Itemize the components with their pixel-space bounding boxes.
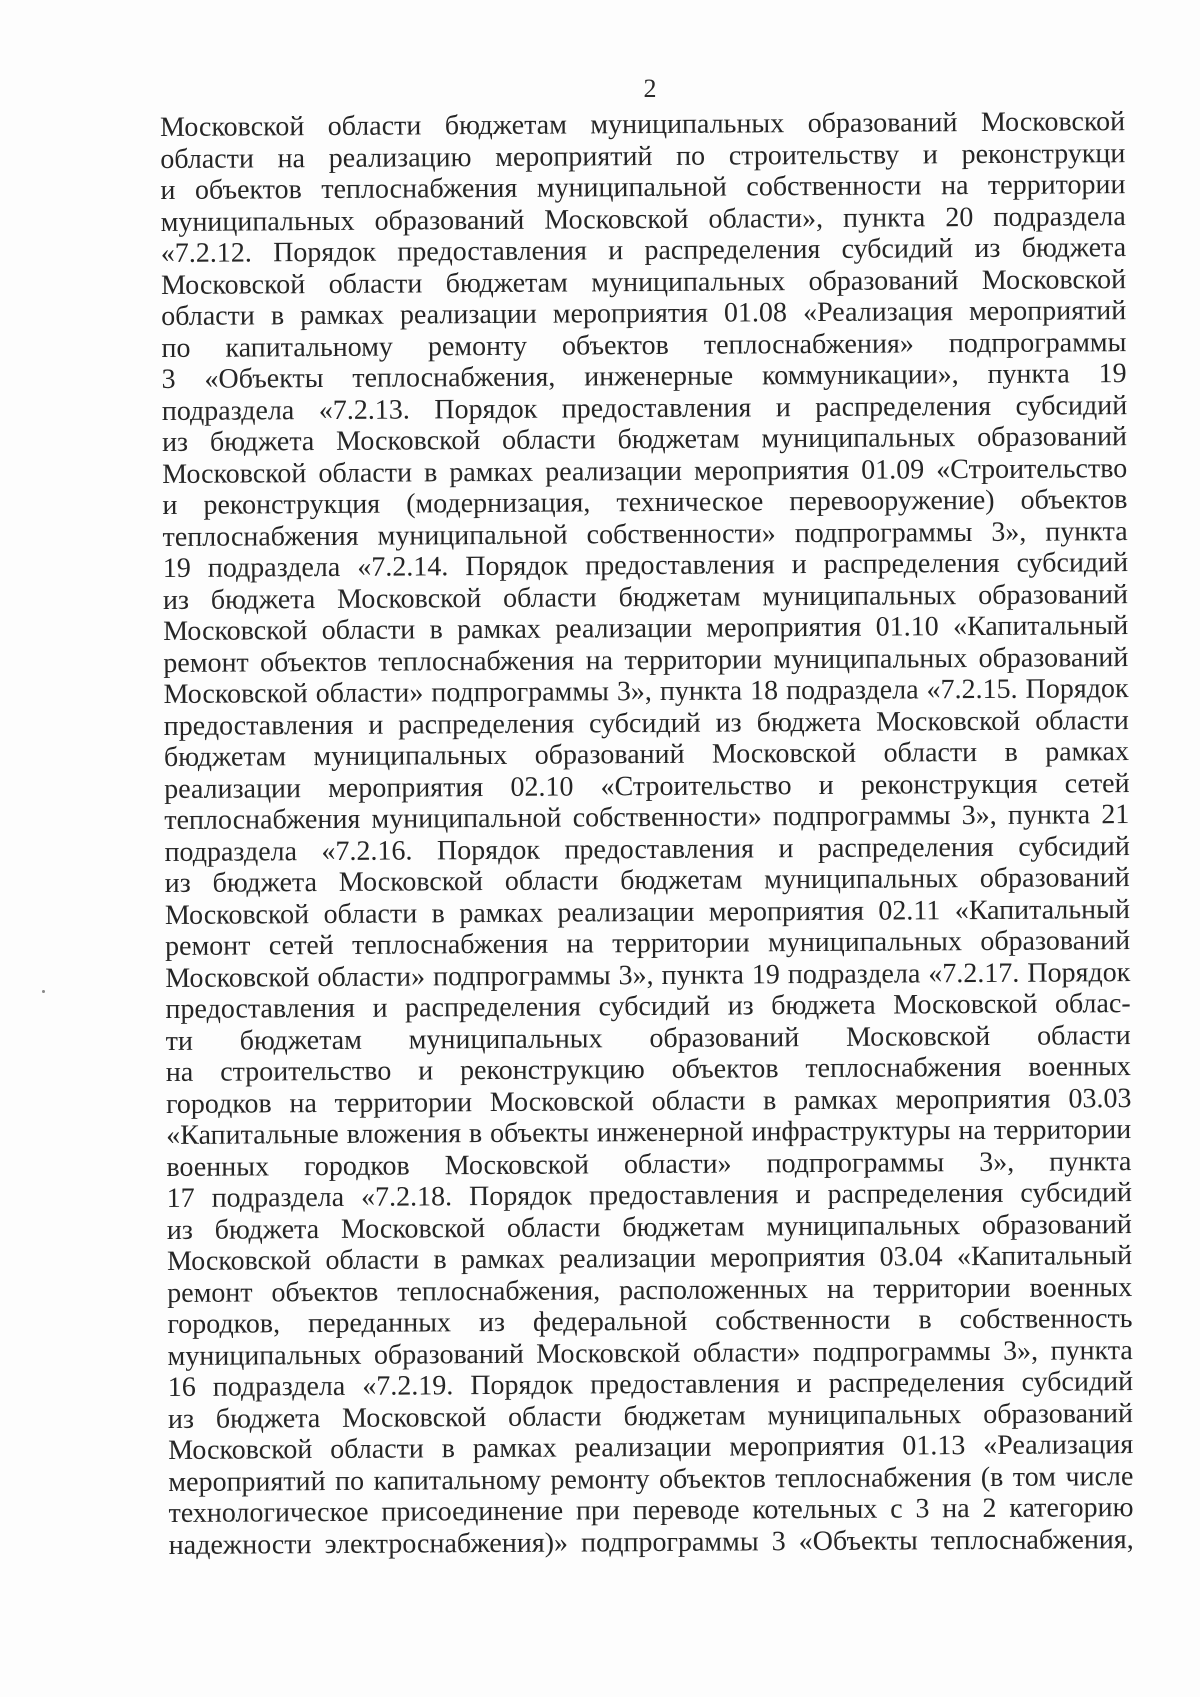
text-line: Московской области» подпрограммы 3», пункта 19 подраздела «7.2.17. Порядок (165, 956, 1131, 994)
text-line: ремонт объектов теплоснабжения на территории муниципальных образований (163, 641, 1129, 679)
text-line: теплоснабжения муниципальной собственности» подпрограммы 3», пункта (162, 515, 1128, 553)
text-line: Московской области в рамках реализации мероприятия 02.11 «Капитальный (164, 893, 1130, 931)
text-line: городков, переданных из федеральной собственности в собственность (167, 1303, 1133, 1340)
text-line: мероприятий по капитальному ремонту объектов теплоснабжения (в том числе (168, 1460, 1134, 1498)
text-line: 16 подраздела «7.2.19. Порядок предоставления и распределения субсидий (167, 1366, 1134, 1403)
text-line: 3 «Объекты теплоснабжения, инженерные коммуникации», пункта 19 (161, 358, 1127, 395)
text-line: Московской области» подпрограммы 3», пункта 18 подраздела «7.2.15. Порядок (163, 673, 1129, 710)
text-line: предоставления и распределения субсидий из бюджета Московской области (163, 704, 1129, 742)
text-line: предоставления и распределения субсидий из бюджета Московской облас- (165, 988, 1131, 1025)
text-line: из бюджета Московской области бюджетам муниципальных образований (166, 1208, 1132, 1246)
text-line: муниципальных образований Московской области», пункта 20 подраздела (160, 200, 1126, 238)
text-line: из бюджета Московской области бюджетам муниципальных образований (167, 1397, 1134, 1435)
text-line: по капитальному ремонту объектов теплоснабжения» подпрограммы (161, 326, 1127, 364)
text-line: муниципальных образований Московской области» подпрограммы 3», пункта (167, 1334, 1133, 1372)
text-line: «7.2.12. Порядок предоставления и распределения субсидий из бюджета (160, 232, 1127, 269)
text-line: Московской области в рамках реализации мероприятия 01.10 «Капитальный (163, 610, 1129, 647)
text-line: ти бюджетам муниципальных образований Московской области (165, 1019, 1131, 1057)
text-line: на строительство и реконструкцию объектов теплоснабжения военных (165, 1051, 1131, 1088)
scan-artifact-dot (42, 990, 45, 993)
text-line: теплоснабжения муниципальной собственности» подпрограммы 3», пункта 21 (164, 799, 1130, 836)
text-line: 17 подраздела «7.2.18. Порядок предоставления и распределения субсидий (166, 1177, 1133, 1214)
text-line: подраздела «7.2.13. Порядок предоставления и распределения субсидий (161, 389, 1128, 427)
text-line: и объектов теплоснабжения муниципальной собственности на территории (160, 169, 1126, 206)
text-line: и реконструкция (модернизация, техническое перевооружение) объектов (162, 484, 1128, 521)
text-line: реализации мероприятия 02.10 «Строительство и реконструкция сетей (164, 767, 1130, 805)
text-line: из бюджета Московской области бюджетам муниципальных образований (161, 421, 1128, 458)
text-line: военных городков Московской области» подпрограммы 3», пункта (166, 1145, 1132, 1183)
text-line: области в рамках реализации мероприятия 01.08 «Реализация мероприятий (161, 295, 1127, 332)
text-line: ремонт объектов теплоснабжения, расположенных на территории военных (167, 1271, 1133, 1309)
text-line: Московской области в рамках реализации мероприятия 01.13 «Реализация (168, 1429, 1134, 1466)
document-body-text (160, 106, 1134, 1561)
text-line: «Капитальные вложения в объекты инженерной инфраструктуры на территории (166, 1114, 1132, 1151)
text-line: городков на территории Московской области в рамках мероприятия 03.03 (165, 1082, 1132, 1120)
text-line: ремонт сетей теплоснабжения на территории муниципальных образований (165, 925, 1131, 962)
text-line: подраздела «7.2.16. Порядок предоставления и распределения субсидий (164, 830, 1130, 868)
text-line: бюджетам муниципальных образований Московской области в рамках (163, 736, 1130, 773)
text-line: Московской области в рамках реализации мероприятия 01.09 «Строительство (162, 452, 1128, 490)
text-line: из бюджета Московской области бюджетам муниципальных образований (164, 862, 1130, 899)
text-line: технологическое присоединение при переводе котельных с 3 на 2 категорию (168, 1492, 1134, 1529)
text-line: надежности электроснабжения)» подпрограммы 3 «Объекты теплоснабжения, (168, 1523, 1134, 1561)
text-line: Московской области бюджетам муниципальных образований Московской (160, 106, 1126, 143)
text-line: области на реализацию мероприятий по строительству и реконструкци (160, 137, 1126, 175)
page-number: 2 (643, 74, 657, 103)
text-line: Московской области бюджетам муниципальных образований Московской (160, 263, 1127, 301)
text-line: Московской области в рамках реализации мероприятия 03.04 «Капитальный (166, 1240, 1133, 1277)
text-line: из бюджета Московской области бюджетам муниципальных образований (162, 578, 1129, 616)
text-line: 19 подраздела «7.2.14. Порядок предоставления и распределения субсидий (162, 547, 1129, 584)
